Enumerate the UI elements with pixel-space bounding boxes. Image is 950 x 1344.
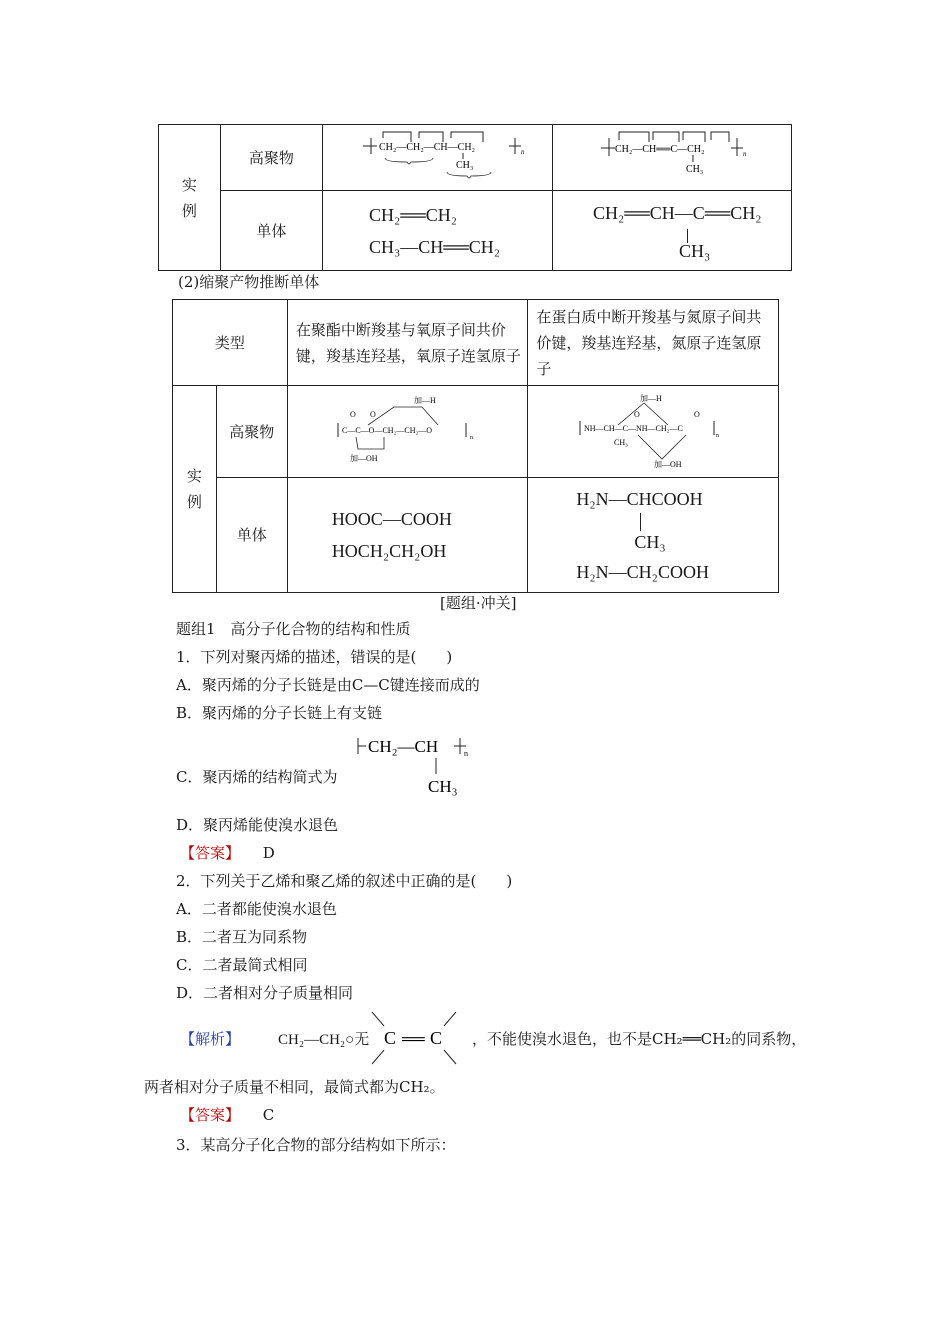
polymer-label-2: 高聚物 — [229, 422, 275, 441]
protein-o1: O — [634, 409, 641, 419]
protein-monomer-glycine: H₂N—CH₂COOH — [576, 562, 709, 582]
section-header: [题组·冲关] — [440, 594, 517, 612]
q1-answer — [180, 842, 275, 863]
monomer-label-cell-2 — [216, 478, 287, 593]
protein-monomer-alanine-branch: CH₃ — [634, 532, 666, 552]
q1-option-b[interactable]: B．聚丙烯的分子长链上有支链 — [176, 704, 383, 722]
q1-c-chain: CH₂—CH — [368, 737, 439, 756]
q1-c-branch: CH₃ — [428, 777, 458, 796]
q2-analysis-formula: CH₂—CH₂○无 — [278, 1032, 370, 1048]
protein-polymer-main: NH—CH—C—NH—CH₂—C — [584, 423, 684, 433]
col1-monomer-ethylene: CH₂══CH₂ — [368, 204, 458, 225]
monomer-label-cell — [220, 191, 322, 271]
col2-polymer-n: n — [742, 149, 747, 158]
q2-answer-value: C — [262, 1106, 275, 1124]
q2-answer-tag: 【答案】 — [180, 1106, 241, 1124]
example-label-2: 实例 — [186, 467, 202, 511]
q1-option-c-formula — [356, 730, 496, 800]
ester-polymer-structure — [288, 387, 517, 477]
col2-polymer-chain: CH₂—CH══C—CH₂ — [614, 143, 705, 155]
col1-polymer-structure — [323, 126, 552, 190]
q3-stem: 3．某高分子化合物的部分结构如下所示： — [176, 1136, 456, 1154]
protein-polymer-top: 加—H — [640, 393, 663, 403]
polymer-label: 高聚物 — [248, 148, 294, 167]
ester-o1: O — [349, 409, 356, 419]
protein-polymer-cell — [528, 386, 779, 478]
q1-option-d[interactable]: D．聚丙烯能使溴水退色 — [176, 816, 339, 834]
protein-polymer-structure — [528, 387, 767, 477]
col2-polymer-cell — [552, 125, 791, 191]
example-label-cell — [159, 125, 221, 271]
col1-monomer-propylene: CH₃—CH══CH₂ — [368, 236, 501, 257]
protein-monomer-cell — [528, 478, 779, 593]
col2-monomer-cell — [552, 191, 791, 271]
q1-stem: 1．下列对聚丙烯的描述，错误的是( ) — [176, 648, 453, 666]
ester-polymer-bottom: 加—OH — [349, 453, 378, 463]
q2-option-c[interactable]: C．二者最简式相同 — [176, 956, 308, 974]
ester-polymer-main: C—C—O—CH₂—CH₂—O — [341, 425, 432, 435]
col2-monomer-isoprene: CH₂══CH—C══CH₂ — [592, 202, 762, 223]
q2-option-b[interactable]: B．二者互为同系物 — [176, 928, 308, 946]
col2-monomer-branch: CH₃ — [678, 240, 711, 261]
q2-option-d[interactable]: D．二者相对分子质量相同 — [176, 984, 354, 1002]
polymer-label-cell-2 — [216, 386, 287, 478]
table-condensation-polymer — [172, 299, 779, 593]
protein-polymer-bottom: 加—OH — [654, 459, 682, 469]
q2-analysis-tag: 【解析】 — [180, 1030, 241, 1048]
ester-polymer-n: n — [469, 434, 473, 441]
q2-c-right: C — [430, 1028, 443, 1048]
q2-double-bond: ══ — [402, 1031, 425, 1048]
example-label: 实例 — [181, 175, 197, 220]
type-protein-text: 在蛋白质中断开羧基与氮原子间共价键，羧基连羟基，氮原子连氢原子 — [536, 307, 762, 378]
q2-option-a[interactable]: A．二者都能使溴水退色 — [176, 900, 337, 918]
col1-polymer-n: n — [520, 147, 525, 156]
col1-polymer-cell — [322, 125, 552, 191]
type-label-cell — [173, 300, 288, 386]
q2-c-left: C — [384, 1028, 397, 1048]
type-protein-cell — [528, 300, 779, 386]
q2-stem: 2．下列关于乙烯和聚乙烯的叙述中正确的是( ) — [176, 872, 513, 890]
col1-monomer-cell — [322, 191, 552, 271]
table-addition-polymer — [158, 124, 792, 271]
monomer-label-2: 单体 — [236, 526, 267, 544]
q1-answer-value: D — [262, 844, 275, 862]
polymer-label-cell — [220, 125, 322, 191]
q2-analysis-line2: 两者相对分子质量不相同，最简式都为CH₂。 — [144, 1078, 445, 1096]
q1-option-c[interactable]: C．聚丙烯的结构简式为 — [176, 768, 338, 786]
type-ester-cell — [287, 300, 528, 386]
ester-o2: O — [369, 409, 376, 419]
protein-polymer-branch: CH₃ — [614, 437, 629, 447]
protein-o2: O — [694, 409, 701, 419]
q2-double-bond-diagram — [366, 1008, 462, 1068]
col1-polymer-branch: CH₃ — [455, 159, 474, 171]
ester-monomer-oxalic-acid: HOOC—COOH — [331, 509, 452, 529]
group1-title: 题组1 高分子化合物的结构和性质 — [176, 620, 411, 638]
type-ester-text: 在聚酯中断羧基与氧原子间共价键，羧基连羟基，氧原子连氢原子 — [295, 320, 521, 365]
ester-polymer-top: 加—H — [413, 395, 436, 405]
q2-analysis-rest: ，不能使溴水退色，也不是CH₂══CH₂的同系物， — [472, 1030, 807, 1048]
protein-monomer-alanine: H₂N—CHCOOH — [576, 489, 703, 509]
col2-polymer-branch: CH₃ — [685, 163, 704, 175]
ester-monomer-cell — [287, 478, 528, 593]
q1-answer-tag: 【答案】 — [180, 844, 241, 862]
ester-polymer-cell — [287, 386, 528, 478]
q1-c-n: n — [464, 749, 468, 758]
questions-area — [144, 618, 876, 1338]
col2-polymer-structure — [553, 126, 791, 190]
col1-polymer-chain: CH₂—CH₂—CH—CH₂ — [378, 141, 476, 153]
q2-answer — [180, 1104, 274, 1125]
section2-title: (2)缩聚产物推断单体 — [178, 273, 320, 291]
q1-option-a[interactable]: A．聚丙烯的分子长链是由C—C键连接而成的 — [176, 676, 480, 694]
ester-monomer-glycol: HOCH₂CH₂OH — [331, 541, 447, 561]
type-label: 类型 — [214, 333, 245, 352]
example-label-cell-2 — [173, 386, 217, 593]
monomer-label: 单体 — [256, 221, 287, 240]
protein-polymer-n: n — [716, 432, 720, 439]
